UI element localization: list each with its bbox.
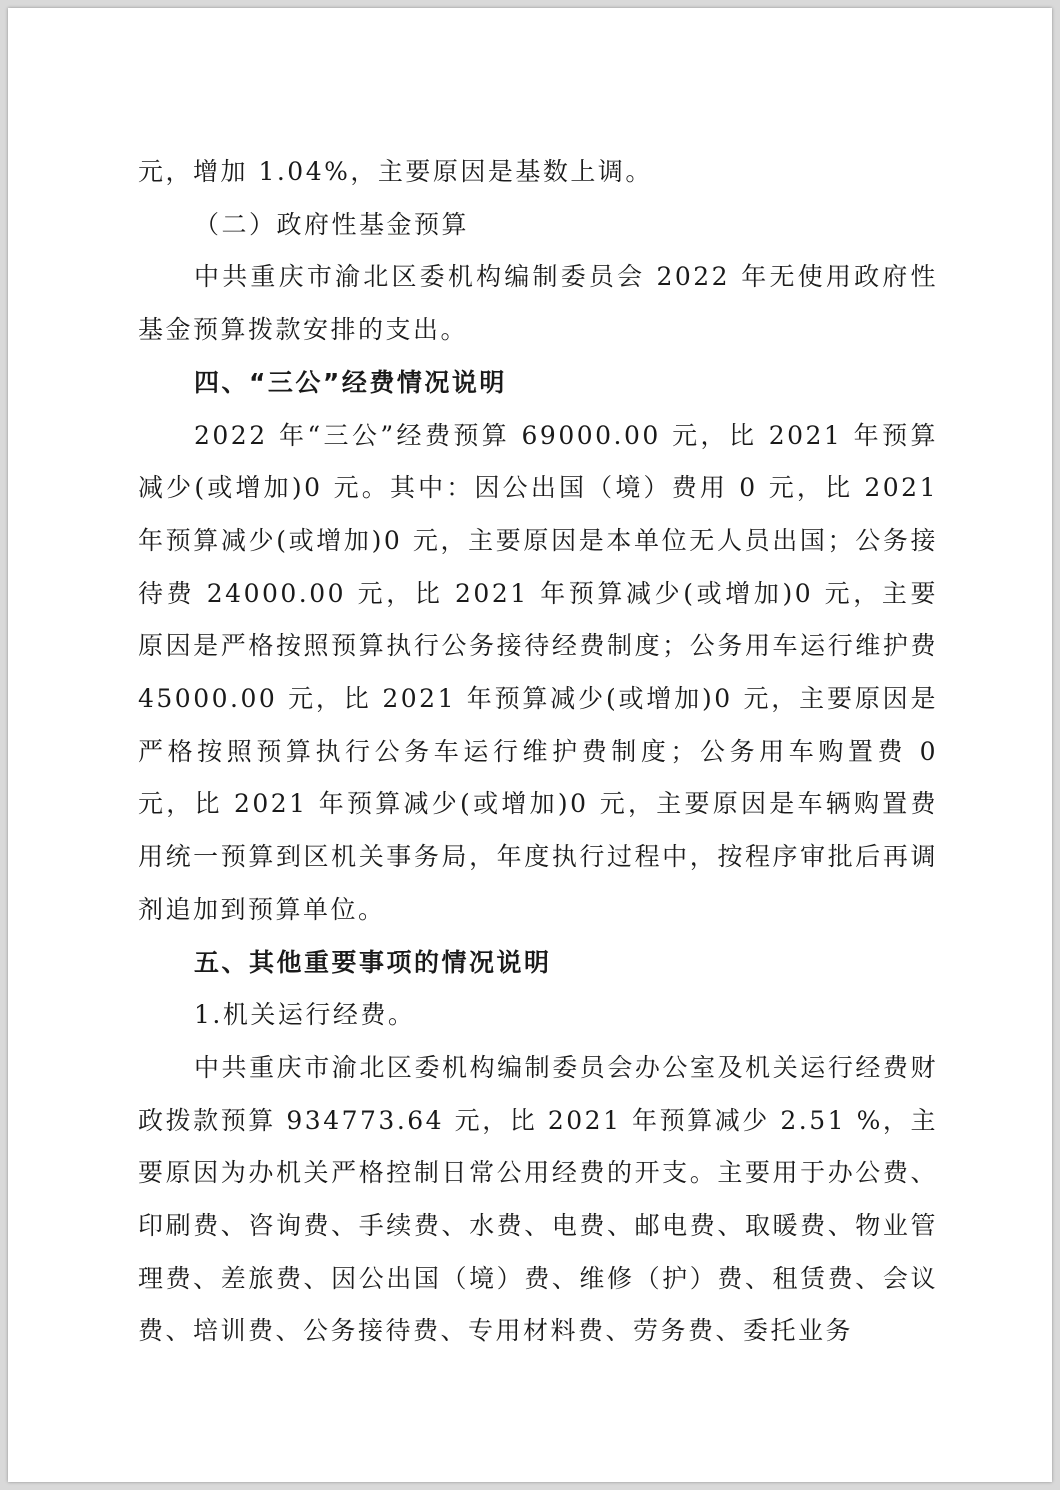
paragraph-operating-expenses: 中共重庆市渝北区委机构编制委员会办公室及机关运行经费财政拨款预算 934773.64 元，比 2021 年预算减少 2.51 %，主要原因为办机关严格控制日常公用经费的开支。主要用于办公费、印刷费、咨询费、手续费、水费、电费、邮电费、取暖费、物业管理费、差旅费、因公出国（境）费、维修（护）费、租赁费、会议费、培训费、公务接待费、专用材料费、劳务费、委托业务	[138, 1052, 938, 1346]
document-page	[8, 8, 1052, 1482]
subsection-title: （二）政府性基金预算	[194, 209, 470, 239]
paragraph-government-fund: 中共重庆市渝北区委机构编制委员会 2022 年无使用政府性基金预算拨款安排的支出。	[138, 262, 938, 345]
section-heading-four: 四、“三公”经费情况说明	[194, 367, 507, 397]
paragraph-continuation: 元，增加 1.04%，主要原因是基数上调。	[138, 157, 653, 186]
paragraph-three-public-expenses: 2022 年“三公”经费预算 69000.00 元，比 2021 年预算减少(或增加)0 元。其中：因公出国（境）费用 0 元，比 2021 年预算减少(或增加)0 元，主要原因是本单位无人员出国；公务接待费 24000.00 元，比 2021 年预算减少(或增加)0 元，主要原因是严格按照预算执行公务接待经费制度；公务用车运行维护费 45000.00 元，比 2021 年预算减少(或增加)0 元，主要原因是严格按照预算执行公务车运行维护费制度；公务用车购置费 0 元，比 2021 年预算减少(或增加)0 元，主要原因是车辆购置费用统一预算到区机关事务局，年度执行过程中，按程序审批后再调剂追加到预算单位。	[138, 420, 938, 924]
document-body	[138, 146, 938, 1358]
item-title: 1.机关运行经费。	[194, 1000, 416, 1030]
section-heading-five: 五、其他重要事项的情况说明	[194, 947, 552, 977]
